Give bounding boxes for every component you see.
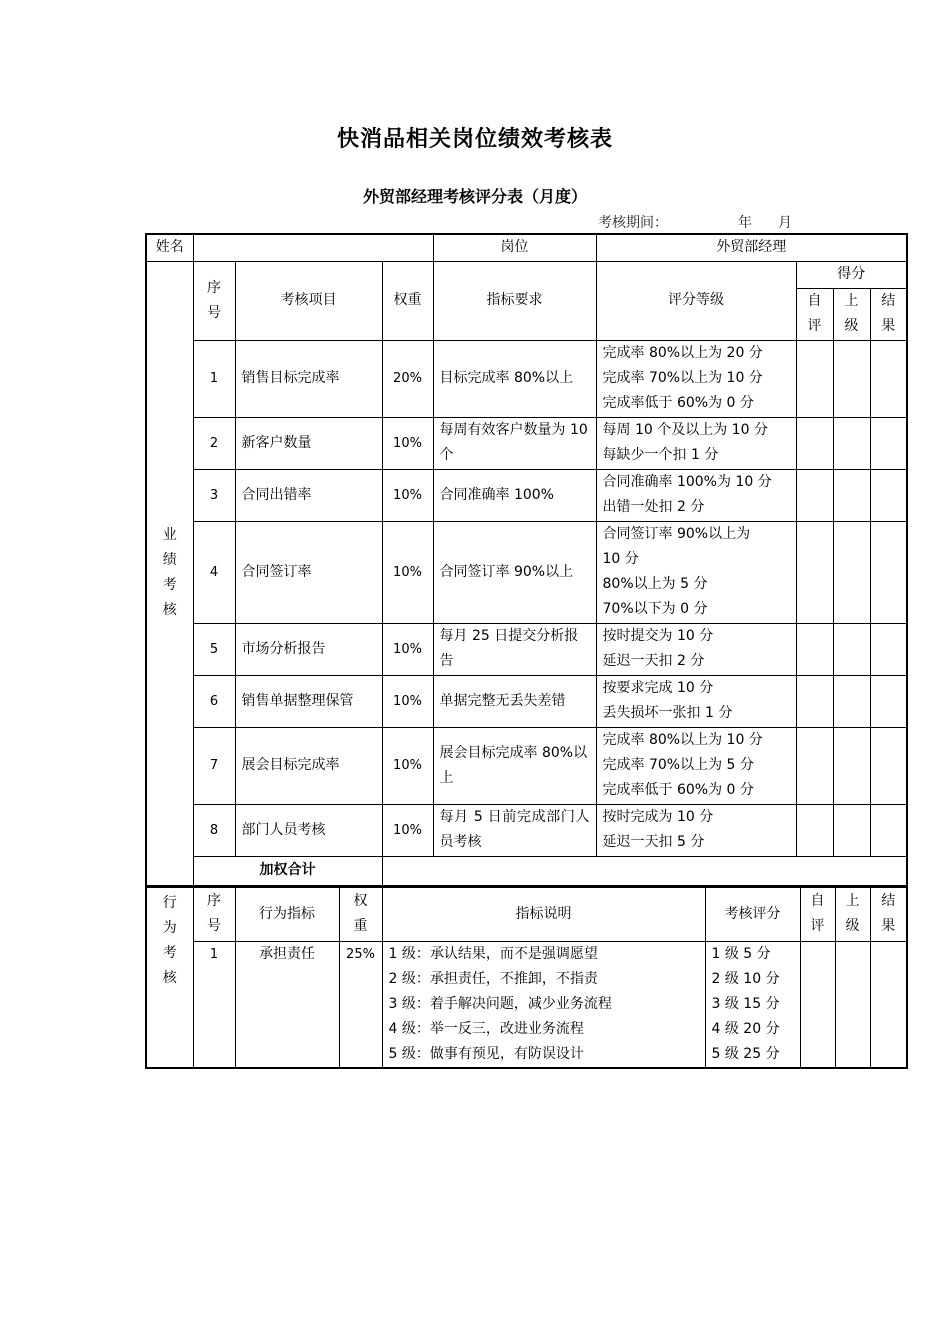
self-score-cell[interactable] xyxy=(796,340,833,417)
row-item: 销售单据整理保管 xyxy=(235,675,382,727)
row-seq: 5 xyxy=(193,623,235,675)
behavior-weight-header: 权 重 xyxy=(339,887,382,941)
row-requirement: 展会目标完成率 80%以上 xyxy=(433,727,596,804)
row-item: 部门人员考核 xyxy=(235,804,382,856)
superior-score-cell[interactable] xyxy=(833,623,870,675)
row-item: 合同出错率 xyxy=(235,469,382,521)
self-score-cell[interactable] xyxy=(800,941,835,1068)
behavior-seq-header: 序 号 xyxy=(193,887,235,941)
table-row xyxy=(146,521,907,623)
row-indicator: 承担责任 xyxy=(235,941,339,1068)
behavior-superior-header: 上 级 xyxy=(835,887,870,941)
row-requirement: 目标完成率 80%以上 xyxy=(433,340,596,417)
row-item: 销售目标完成率 xyxy=(235,340,382,417)
row-seq: 2 xyxy=(193,417,235,469)
row-weight: 10% xyxy=(382,469,433,521)
self-score-cell[interactable] xyxy=(796,417,833,469)
performance-table xyxy=(145,233,908,887)
row-weight: 10% xyxy=(382,623,433,675)
superior-score-cell[interactable] xyxy=(835,941,870,1068)
indicator-header: 行为指标 xyxy=(235,887,339,941)
table-row xyxy=(146,623,907,675)
weight-header: 权重 xyxy=(382,261,433,340)
row-grade: 完成率 80%以上为 10 分 完成率 70%以上为 5 分 完成率低于 60%为 0 分 xyxy=(596,727,796,804)
form-subtitle: 外贸部经理考核评分表（月度） xyxy=(362,187,587,206)
position-value: 外贸部经理 xyxy=(596,234,907,261)
row-requirement: 合同准确率 100% xyxy=(433,469,596,521)
row-item: 市场分析报告 xyxy=(235,623,382,675)
behavior-table xyxy=(145,886,908,1069)
row-weight: 10% xyxy=(382,417,433,469)
result-score-cell[interactable] xyxy=(870,804,907,856)
period-month: 月 xyxy=(778,215,792,231)
behavior-section-label: 行 为 考 核 xyxy=(146,887,193,1068)
performance-header-row xyxy=(146,261,907,288)
row-requirement: 合同签订率 90%以上 xyxy=(433,521,596,623)
description-header: 指标说明 xyxy=(382,887,705,941)
row-item: 合同签订率 xyxy=(235,521,382,623)
superior-score-cell[interactable] xyxy=(833,340,870,417)
row-rating: 1 级 5 分 2 级 10 分 3 级 15 分 4 级 20 分 5 级 25 分 xyxy=(705,941,800,1068)
result-score-cell[interactable] xyxy=(870,675,907,727)
superior-score-header: 上 级 xyxy=(833,288,870,340)
table-row xyxy=(146,727,907,804)
name-value-cell[interactable] xyxy=(193,234,433,261)
weighted-total-row xyxy=(146,856,907,886)
result-score-header: 结 果 xyxy=(870,288,907,340)
header-row xyxy=(146,234,907,261)
row-grade: 按时提交为 10 分 延迟一天扣 2 分 xyxy=(596,623,796,675)
superior-score-cell[interactable] xyxy=(833,727,870,804)
row-grade: 合同签订率 90%以上为 10 分 80%以上为 5 分 70%以下为 0 分 xyxy=(596,521,796,623)
result-score-cell[interactable] xyxy=(870,521,907,623)
superior-score-cell[interactable] xyxy=(833,521,870,623)
row-requirement: 每月 5 日前完成部门人员考核 xyxy=(433,804,596,856)
self-score-cell[interactable] xyxy=(796,521,833,623)
row-grade: 合同准确率 100%为 10 分 出错一处扣 2 分 xyxy=(596,469,796,521)
row-seq: 4 xyxy=(193,521,235,623)
behavior-result-header: 结 果 xyxy=(870,887,907,941)
row-weight: 25% xyxy=(339,941,382,1068)
row-seq: 7 xyxy=(193,727,235,804)
seq-header: 序 号 xyxy=(193,261,235,340)
row-item: 展会目标完成率 xyxy=(235,727,382,804)
period-year: 年 xyxy=(738,215,752,231)
result-score-cell[interactable] xyxy=(870,941,907,1068)
table-row xyxy=(146,417,907,469)
document-title: 快消品相关岗位绩效考核表 xyxy=(336,126,613,152)
row-seq: 8 xyxy=(193,804,235,856)
self-score-cell[interactable] xyxy=(796,727,833,804)
row-requirement: 每周有效客户数量为 10 个 xyxy=(433,417,596,469)
row-requirement: 每月 25 日提交分析报告 xyxy=(433,623,596,675)
row-weight: 10% xyxy=(382,804,433,856)
behavior-header-row xyxy=(146,887,907,941)
name-label: 姓名 xyxy=(146,234,193,261)
result-score-cell[interactable] xyxy=(870,727,907,804)
self-score-header: 自 评 xyxy=(796,288,833,340)
grade-header: 评分等级 xyxy=(596,261,796,340)
table-row xyxy=(146,469,907,521)
superior-score-cell[interactable] xyxy=(833,417,870,469)
superior-score-cell[interactable] xyxy=(833,675,870,727)
behavior-self-header: 自 评 xyxy=(800,887,835,941)
row-weight: 10% xyxy=(382,675,433,727)
row-grade: 按要求完成 10 分 丢失损坏一张扣 1 分 xyxy=(596,675,796,727)
score-header: 得分 xyxy=(796,261,907,288)
self-score-cell[interactable] xyxy=(796,675,833,727)
row-requirement: 单据完整无丢失差错 xyxy=(433,675,596,727)
row-weight: 10% xyxy=(382,521,433,623)
position-label: 岗位 xyxy=(433,234,596,261)
superior-score-cell[interactable] xyxy=(833,469,870,521)
table-row xyxy=(146,675,907,727)
self-score-cell[interactable] xyxy=(796,469,833,521)
result-score-cell[interactable] xyxy=(870,469,907,521)
row-description: 1 级：承认结果，而不是强调愿望 2 级：承担责任，不推卸，不指责 3 级：着手解决问题，减少业务流程 4 级：举一反三，改进业务流程 5 级：做事有预见，有防误设计 xyxy=(382,941,705,1068)
row-seq: 3 xyxy=(193,469,235,521)
table-row xyxy=(146,340,907,417)
rating-header: 考核评分 xyxy=(705,887,800,941)
result-score-cell[interactable] xyxy=(870,340,907,417)
row-item: 新客户数量 xyxy=(235,417,382,469)
result-score-cell[interactable] xyxy=(870,417,907,469)
result-score-cell[interactable] xyxy=(870,623,907,675)
weighted-total-value-cell[interactable] xyxy=(382,856,907,886)
item-header: 考核项目 xyxy=(235,261,382,340)
row-seq: 6 xyxy=(193,675,235,727)
requirement-header: 指标要求 xyxy=(433,261,596,340)
row-grade: 完成率 80%以上为 20 分 完成率 70%以上为 10 分 完成率低于 60%为 0 分 xyxy=(596,340,796,417)
performance-section-label: 业 绩 考 核 xyxy=(146,261,193,886)
row-seq: 1 xyxy=(193,941,235,1068)
self-score-cell[interactable] xyxy=(796,623,833,675)
row-grade: 按时完成为 10 分 延迟一天扣 5 分 xyxy=(596,804,796,856)
row-weight: 10% xyxy=(382,727,433,804)
self-score-cell[interactable] xyxy=(796,804,833,856)
row-seq: 1 xyxy=(193,340,235,417)
assessment-period xyxy=(598,212,792,232)
superior-score-cell[interactable] xyxy=(833,804,870,856)
table-row xyxy=(146,941,907,1068)
period-label: 考核期间： xyxy=(598,215,668,231)
row-weight: 20% xyxy=(382,340,433,417)
weighted-total-label: 加权合计 xyxy=(193,856,382,886)
table-row xyxy=(146,804,907,856)
row-grade: 每周 10 个及以上为 10 分 每缺少一个扣 1 分 xyxy=(596,417,796,469)
